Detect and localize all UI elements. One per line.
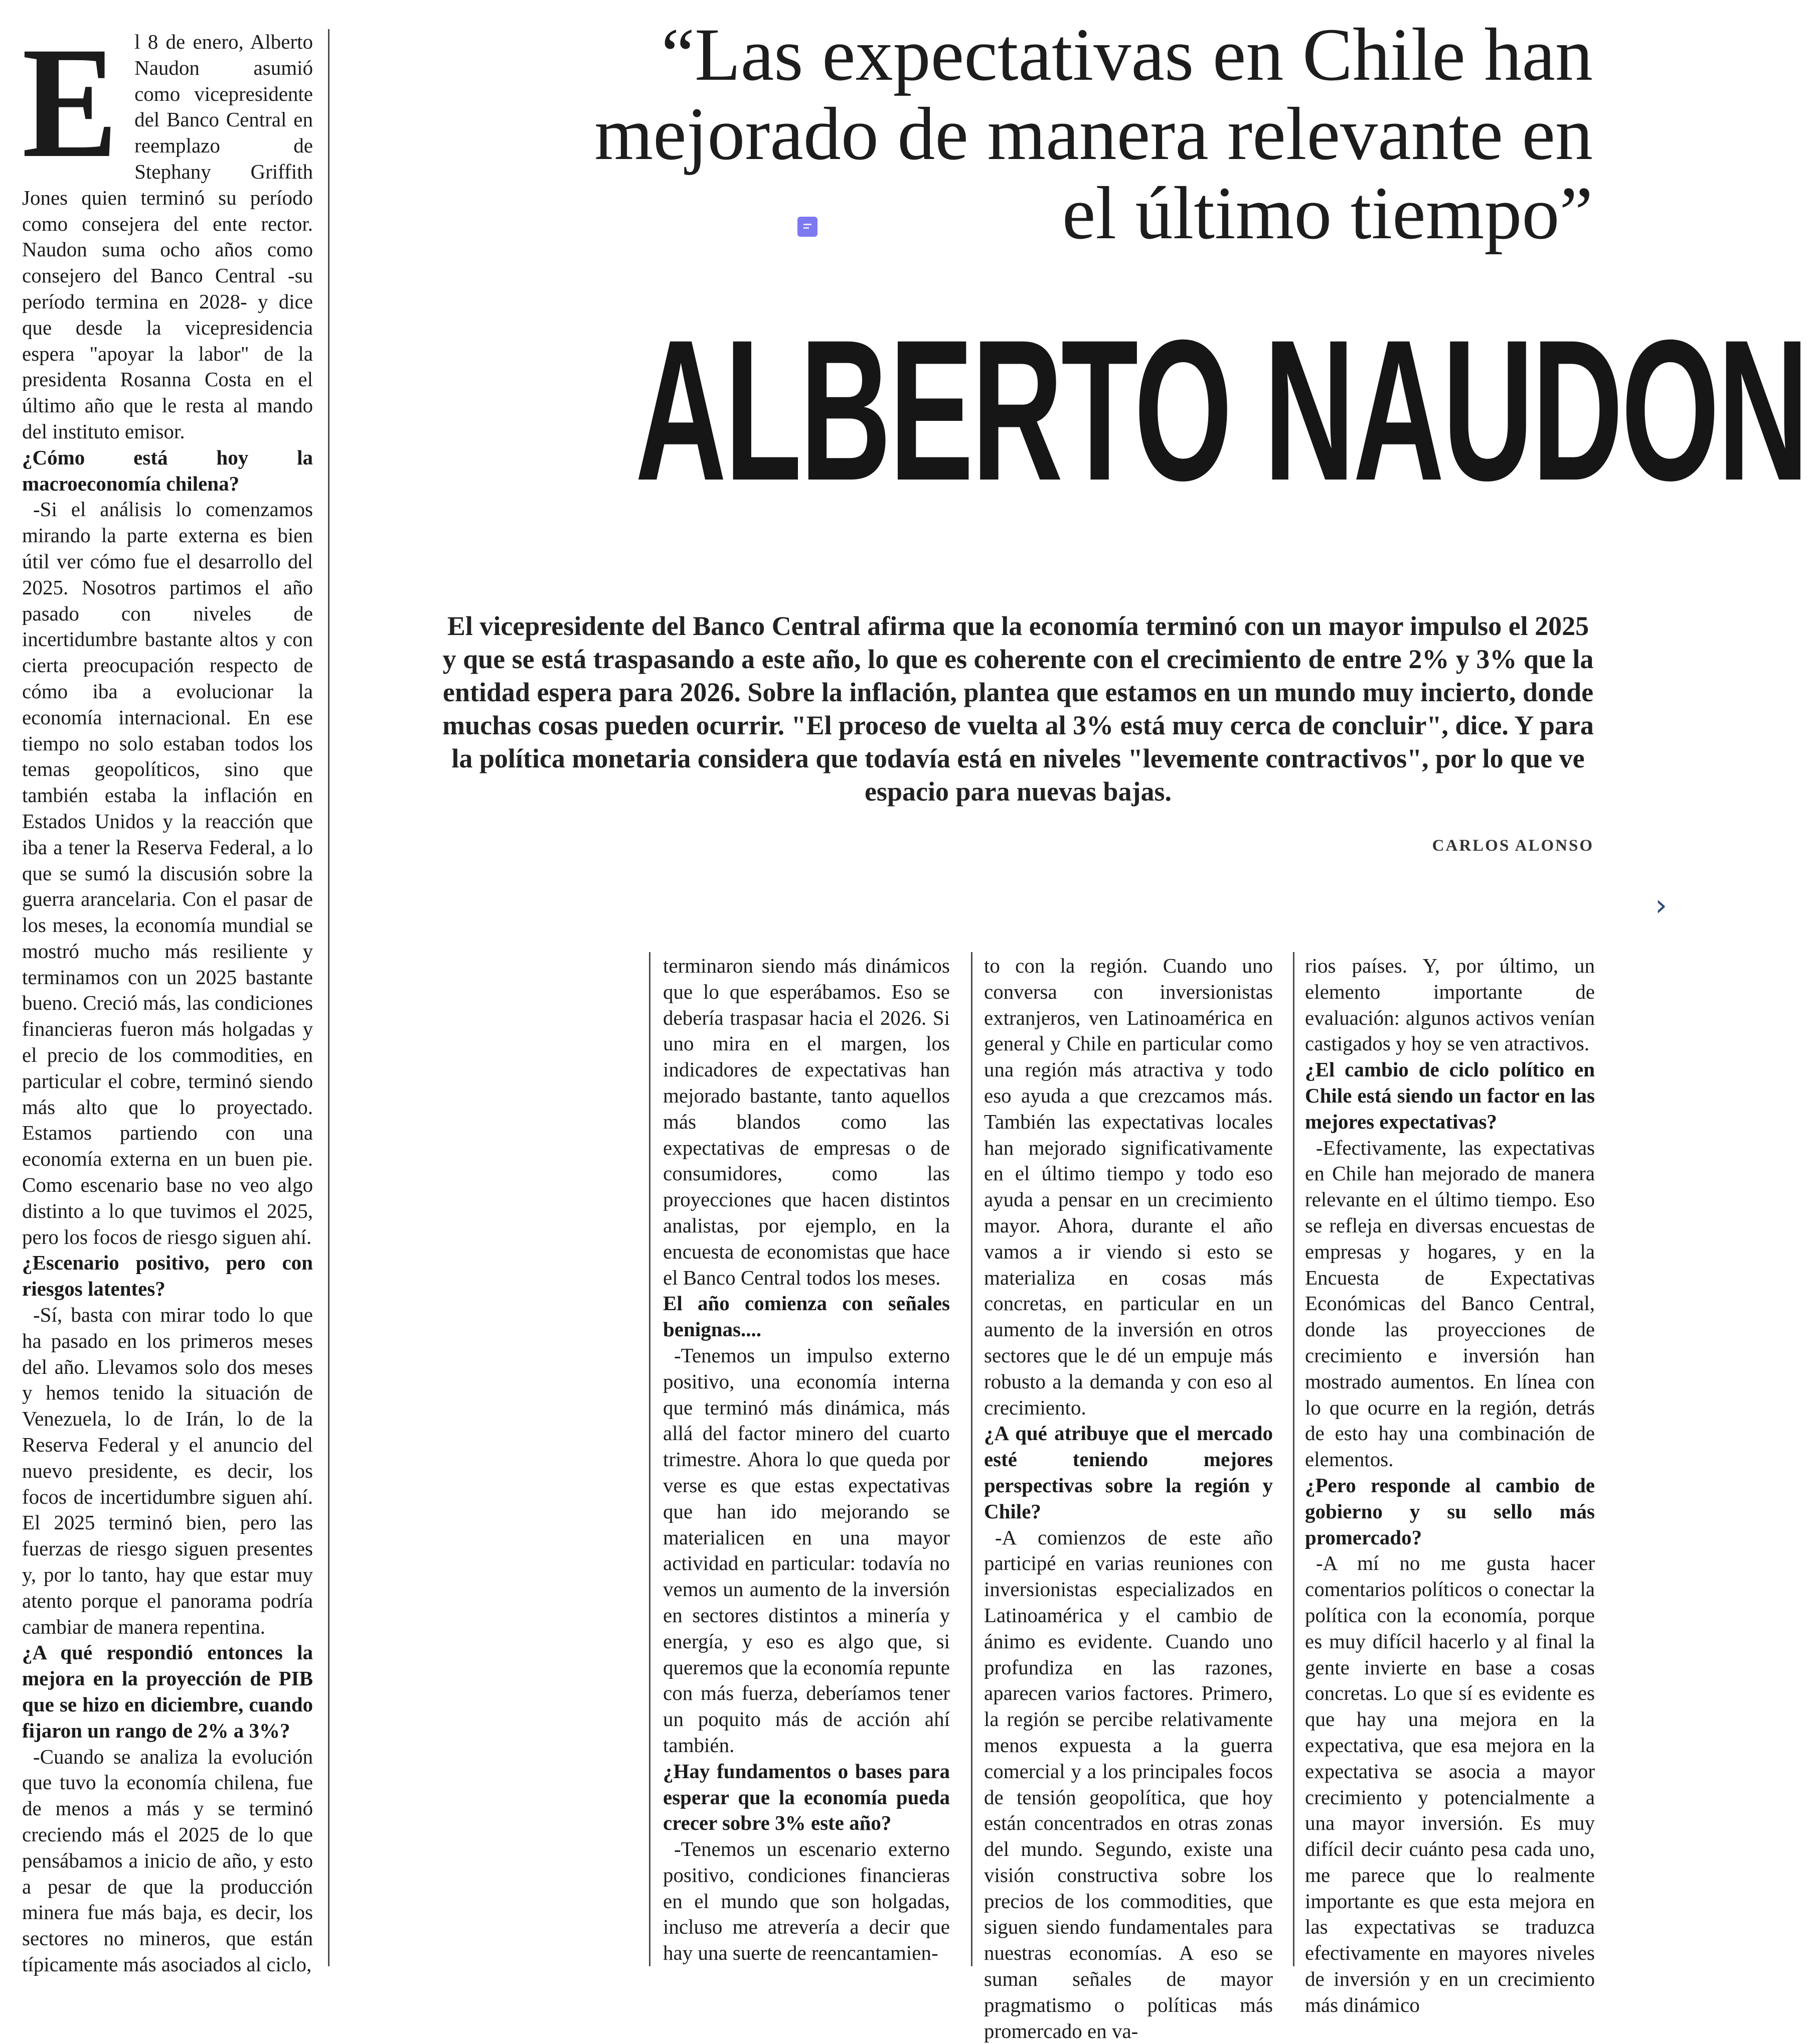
chevron-right-icon[interactable]: › <box>1655 888 1667 923</box>
headline-quote: “Las expectativas en Chile han mejorado de manera relevante en el último tiempo” <box>594 13 1593 255</box>
article-column-left <box>22 14 313 1978</box>
answer: -A mí no me gusta hacer comentarios políticos o conectar la política con la economía, porque es muy difícil hacerlo y al final la gente invierte en base a cosas concretas. Lo que sí es evidente es que hay una mejora en la expectativa, que esa mejora en la expectativa se asocia a mayor crecimiento y potencialmente a una mayor inversión. Es muy difícil decir cuánto pesa cada uno, me parece que lo realmente importante es que esta mejora en las expectativas se traduzca efectivamente en mayores niveles de inversión y en un crecimiento más dinámico <box>1305 1551 1595 2016</box>
column-divider <box>649 952 650 1966</box>
column-divider <box>971 952 972 1966</box>
headline-name: ALBERTO NAUDON <box>635 298 1807 522</box>
article-column-3 <box>1305 953 1595 2018</box>
answer-continued: terminaron siendo más dinámicos que lo que esperábamos. Eso se debería traspasar hacia el 2026. Si uno mira en el margen, los indicadores de expectativas han mejorado bastante, tanto aquellos más blandos como las expectativas de empresas o de consumidores, como las proyecciones que hacen distintos analistas, por ejemplo, en la encuesta de economistas que hace el Banco Central todos los meses. <box>663 954 950 1289</box>
question: ¿El cambio de ciclo político en Chile está siendo un factor en las mejores expectativas? <box>1305 1058 1595 1133</box>
answer-continued: to con la región. Cuando uno conversa con inversionistas extranjeros, ven Latinoamérica en general y Chile en particular como una región más atractiva y todo eso ayuda a que crezcamos más. También las expectativas locales han mejorado significativamente en el último tiempo y todo eso ayuda a pensar en un crecimiento mayor. Ahora, durante el año vamos a ir viendo si esto se materializa en cosas más concretas, en particular en un aumento de la inversión en otros sectores que le dé un empuje más robusto a la demanda y con eso al crecimiento. <box>984 954 1273 1419</box>
question: ¿Hay fundamentos o bases para esperar que la economía pueda crecer sobre 3% este año? <box>663 1759 950 1835</box>
byline: CARLOS ALONSO <box>1432 837 1594 855</box>
drop-cap: E <box>22 14 118 191</box>
column-divider <box>328 29 330 1966</box>
answer-continued: rios países. Y, por último, un elemento importante de evaluación: algunos activos venían castigados y hoy se ven atractivos. <box>1305 954 1595 1055</box>
intro-text: l 8 de enero, Alberto Naudon asumió como vicepresidente del Banco Central en reemplazo de Stephany Griffith Jones quien terminó su período como consejera del ente rector. Naudon suma ocho años como consejero del Banco Central -su período termina en 2028- y dice que desde la vicepresidencia espera "apoyar la labor" de la presidenta Rosanna Costa en el último año que le resta al mando del instituto emisor. <box>22 30 313 443</box>
question: El año comienza con señales benignas.... <box>663 1292 950 1341</box>
intro-paragraph <box>22 14 313 445</box>
answer: -A comienzos de este año participé en varias reuniones con inversionistas especializados en Latinoamérica y el cambio de ánimo es evidente. Cuando uno profundiza en las razones, aparecen varios factores. Primero, la región se percibe relativamente menos expuesta a la guerra comercial y a los principales focos de tensión geopolítica, que hoy están concentrados en otras zonas del mundo. Segundo, existe una visión constructiva sobre los precios de los commodities, que siguen siendo fundamentales para nuestras economías. A eso se suman señales de mayor pragmatismo o políticas más promercado en va- <box>984 1525 1273 2042</box>
question: ¿Cómo está hoy la macroeconomía chilena? <box>22 445 313 495</box>
answer: -Si el análisis lo comenzamos mirando la parte externa es bien útil ver cómo fue el desarrollo del 2025. Nosotros partimos el año pasado con niveles de incertidumbre bastante altos y con cierta preocupación respecto de cómo iba a evolucionar la economía internacional. En ese tiempo no solo estaban todos los temas geopolíticos, sino que también estaba la inflación en Estados Unidos y la reacción que iba a tener la Reserva Federal, a lo que se sumó la discusión sobre la guerra arancelaria. Con el pasar de los meses, la economía mundial se mostró mucho más resiliente y terminamos con un 2025 bastante bueno. Creció más, las condiciones financieras fueron más holgadas y el precio de los commodities, en particular el cobre, terminó siendo más alto que lo proyectado. Estamos partiendo con una economía externa en un buen pie. Como escenario base no veo algo distinto a lo que tuvimos el 2025, pero los focos de riesgo siguen ahí. <box>22 498 313 1248</box>
note-icon[interactable] <box>797 217 817 237</box>
column-divider <box>1293 952 1294 1966</box>
headline-name-container <box>424 298 1807 522</box>
answer: -Cuando se analiza la evolución que tuvo la economía chilena, fue de menos a más y se terminó creciendo más el 2025 de lo que pensábamos a inicio de año, y esto a pesar de que la producción minera fue más baja, es decir, los sectores no mineros, que están típicamente más asociados al ciclo, <box>22 1745 313 1976</box>
lead-paragraph: El vicepresidente del Banco Central afirma que la economía terminó con un mayor impulso el 2025 y que se está traspasando a este año, lo que es coherente con el crecimiento de entre 2% y 3% que la entidad espera para 2026. Sobre la inflación, plantea que estamos en un mundo muy incierto, donde muchas cosas pueden ocurrir. "El proceso de vuelta al 3% está muy cerca de concluir", dice. Y para la política monetaria considera que todavía está en niveles "levemente contractivos", por lo que ve espacio para nuevas bajas. <box>442 611 1594 807</box>
question: ¿Escenario positivo, pero con riesgos latentes? <box>22 1251 313 1301</box>
question: ¿A qué atribuye que el mercado esté teniendo mejores perspectivas sobre la región y Chile? <box>984 1422 1273 1523</box>
article-column-1 <box>663 953 950 1966</box>
question: ¿A qué respondió entonces la mejora en la proyección de PIB que se hizo en diciembre, cuando fijaron un rango de 2% a 3%? <box>22 1641 313 1742</box>
answer: -Efectivamente, las expectativas en Chile han mejorado de manera relevante en el último tiempo. Eso se refleja en diversas encuestas de empresas y hogares, y en la Encuesta de Expectativas Económicas del Banco Central, donde las proyecciones de crecimiento e inversión han mostrado aumentos. En línea con lo que ocurre en la región, detrás de esto hay una combinación de elementos. <box>1305 1136 1595 1471</box>
answer: -Tenemos un impulso externo positivo, una economía interna que terminó más dinámica, más allá del factor minero del cuarto trimestre. Ahora lo que queda por verse es que estas expectativas que han ido mejorando se materialicen en una mayor actividad en particular: todavía no vemos un aumento de la inversión en sectores distintos a minería y energía, y eso es algo que, si queremos que la economía repunte con más fuerza, deberíamos tener un poquito más de acción ahí también. <box>663 1343 950 1757</box>
answer: -Sí, basta con mirar todo lo que ha pasado en los primeros meses del año. Llevamos solo dos meses y hemos tenido la situación de Venezuela, lo de Irán, lo de la Reserva Federal y el anuncio del nuevo presidente, es decir, los focos de incertidumbre siguen ahí. El 2025 terminó bien, pero las fuerzas de riesgo siguen presentes y, por lo tanto, hay que estar muy atento porque el panorama podría cambiar de manera repentina. <box>22 1303 313 1638</box>
question: ¿Pero responde al cambio de gobierno y su sello más promercado? <box>1305 1473 1595 1549</box>
article-column-2 <box>984 953 1273 2044</box>
answer: -Tenemos un escenario externo positivo, condiciones financieras en el mundo que son holgadas, incluso me atrevería a decir que hay una suerte de reencantamien- <box>663 1837 950 1965</box>
